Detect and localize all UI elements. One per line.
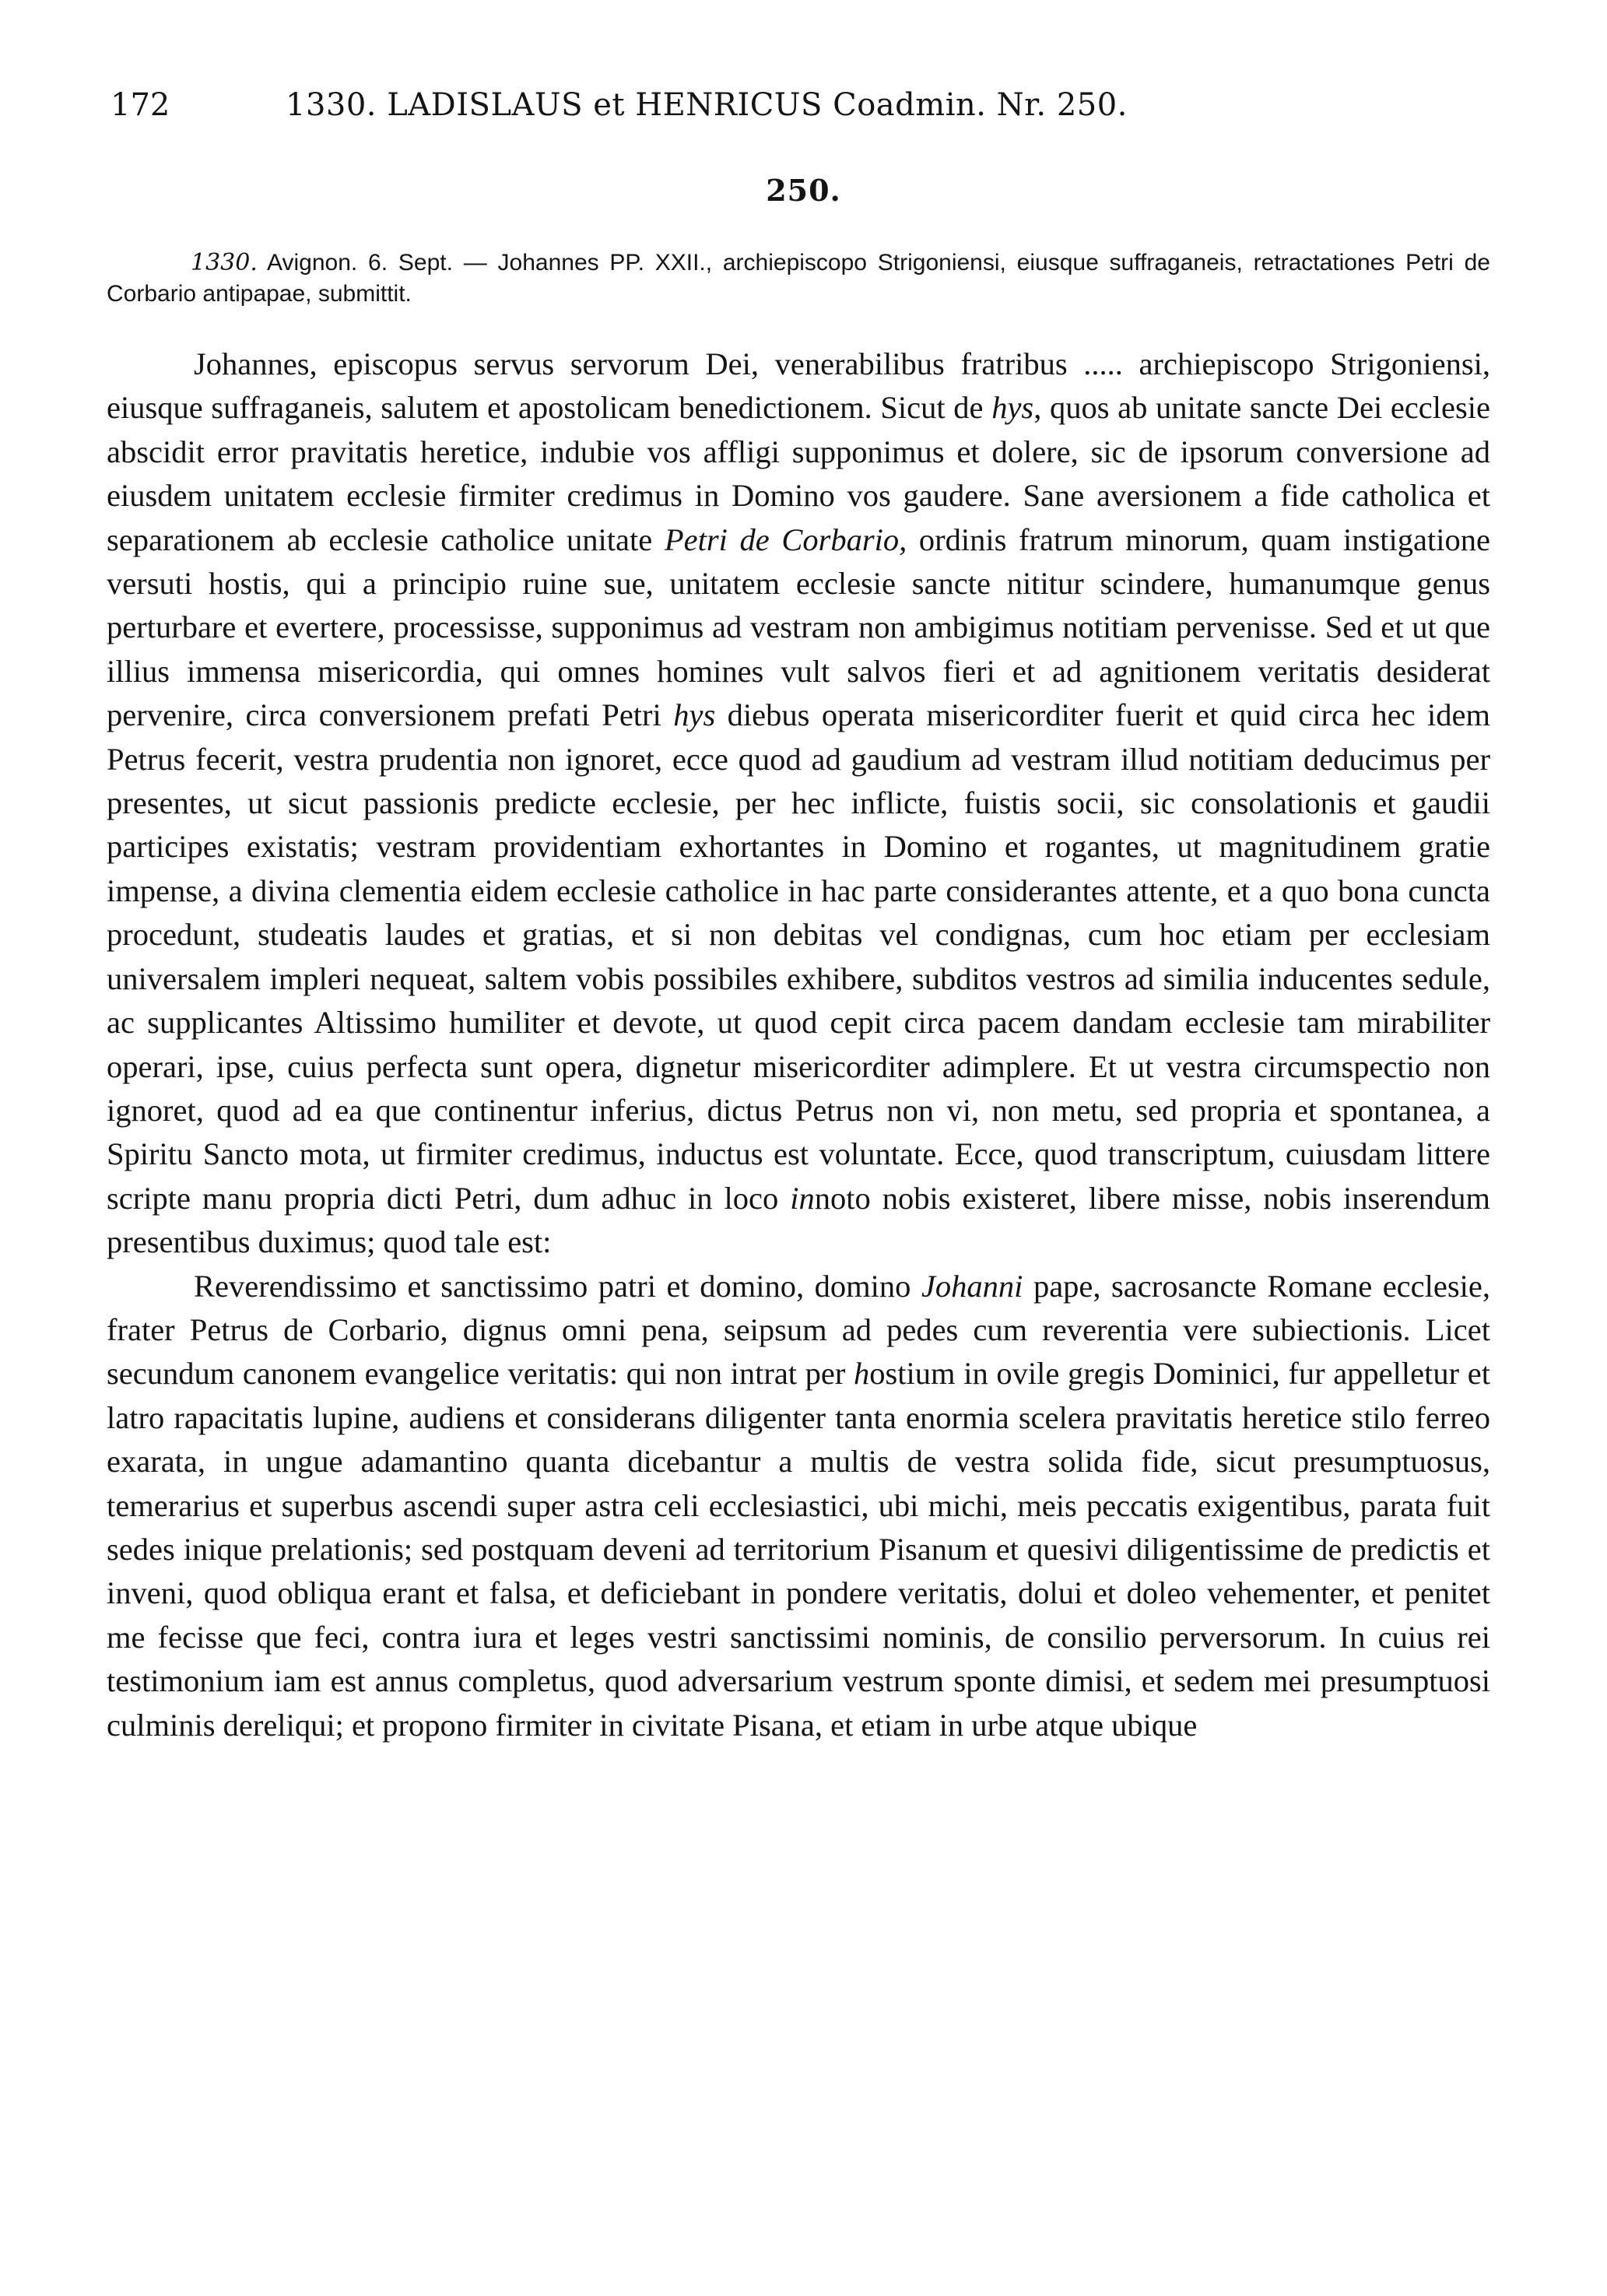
regest-summary — [107, 248, 1490, 310]
running-head: 1330. LADISLAUS et HENRICUS Coadmin. Nr. 250. — [286, 87, 1128, 123]
regest-date: 1330. — [191, 249, 258, 276]
text-run: diebus operata misericorditer fuerit et quid circa hec idem Petrus fecerit, vestra prudentia non ignoret, ecce quod ad gaudium ad vestram illud notitiam deducimus per presentes, ut sicut passionis predicte ecclesie, per hec inflicte, fuistis socii, sic consolationis et gaudii participes existatis; vestram providentiam exhortantes in Domino et rogantes, ut magnitudinem gratie impense, a divina clementia eidem ecclesie catholice in hac parte considerantes attente, et a quo bona cuncta procedunt, studeatis laudes et gratias, et si non debitas vel condignas, cum hoc etiam per ecclesiam universalem impleri nequeat, saltem vobis possibiles exhibere, subditos vestros ad similia inducentes sedule, ac supplicantes Altissimo humiliter et devote, ut quod cepit circa pacem dandam ecclesie tam mirabiliter operari, ipse, cuius perfecta sunt opera, dignetur misericorditer adimplere. Et ut vestra circumspectio non ignoret, quod ad ea que continentur inferius, dictus Petrus non vi, non metu, sed propria et spontanea, a Spiritu Sancto mota, ut firmiter credimus, inductus est voluntate. Ecce, quod transcriptum, cuiusdam littere scripte manu propria dicti Petri, dum adhuc in loco — [107, 697, 1490, 1216]
text-run: ostium in ovile gregis Dominici, fur appelletur et latro rapacitatis lupine, audiens et considerans diligenter tanta enormia scelera pravitatis heretice stilo ferreo exarata, in ungue adamantino quanta dicebantur a multis de vestra solida fide, sicut presumptuosus, temerarius et superbus ascendi super astra celi ecclesiastici, ubi michi, meis peccatis exigentibus, parata fuit sedes inique prelationis; sed postquam deveni ad territorium Pisanum et quesivi diligentissime de predictis et inveni, quod obliqua erant et falsa, et deficiebant in pondere veritatis, dolui et doleo vehementer, et penitet me fecisse que feci, contra iura et leges vestri sanctissimi nominis, de consilio perversorum. In cuius rei testimonium iam est annus completus, quod adversarium vestrum sponte dimisi, et sedem mei presumptuosi culminis dereliqui; et propono firmiter in civitate Pisana, et etiam in urbe atque ubique — [107, 1356, 1490, 1743]
text-run: ordinis fratrum minorum, quam instigatione versuti hostis, qui a principio ruine sue, unitatem ecclesie sancte nititur scindere, humanumque genus perturbare et evertere, processisse, supponimus ad vestram non ambigimus notitiam pervenisse. Sed et ut que illius immensa misericordia, qui omnes homines vult salvos fieri et ad agnitionem veritatis desiderat pervenire, circa conversionem prefati Petri — [107, 521, 1490, 733]
text-run: Reverendissimo et sanctissimo patri et domino, domino — [194, 1268, 921, 1304]
text-run: pape, sacrosancte Romane ecclesie, frater Petrus de Corbario, dignus omni pena, seipsum ad pedes cum reverentia vere subiectionis. Licet secundum canonem evangelice veritatis: qui non intrat per — [107, 1268, 1490, 1392]
regest-text: Avignon. 6. Sept. — Johannes PP. XXII., archiepiscopo Strigoniensi, eiusque suffraganeis, retractationes Petri de Corbario antipapae, submittit. — [107, 250, 1490, 307]
italic-name: Petri de Corbario, — [664, 521, 907, 557]
letter-body — [107, 342, 1490, 1747]
page-header — [111, 87, 1511, 134]
text-run: Johannes, episcopus servus servorum Dei, venerabilibus fratribus ..... archiepiscopo Strigoniensi, eiusque suffraganeis, salutem et apostolicam benedictionem. Sicut de — [107, 346, 1490, 426]
text-run: , quos ab unitate sancte Dei ecclesie abscidit error pravitatis heretice, indubie vos affligi supponimus et dolere, sic de ipsorum conversione ad eiusdem unitatem ecclesie firmiter credimus in Domino vos gaudere. Sane aversionem a fide catholica et separationem ab ecclesie catholice unitate — [107, 390, 1490, 557]
italic-name: Johanni — [921, 1268, 1023, 1304]
paragraph-papal-letter — [107, 342, 1490, 1265]
text-run: noto nobis existeret, libere misse, nobis inserendum presentibus duximus; quod tale est: — [107, 1180, 1491, 1260]
document-number: 250. — [766, 173, 841, 208]
paragraph-retraction-letter — [107, 1265, 1490, 1747]
italic-run: h — [854, 1356, 870, 1392]
italic-run: hys — [991, 390, 1034, 426]
italic-run: in — [790, 1180, 815, 1216]
page-number: 172 — [111, 87, 170, 123]
italic-run: hys — [673, 697, 716, 733]
